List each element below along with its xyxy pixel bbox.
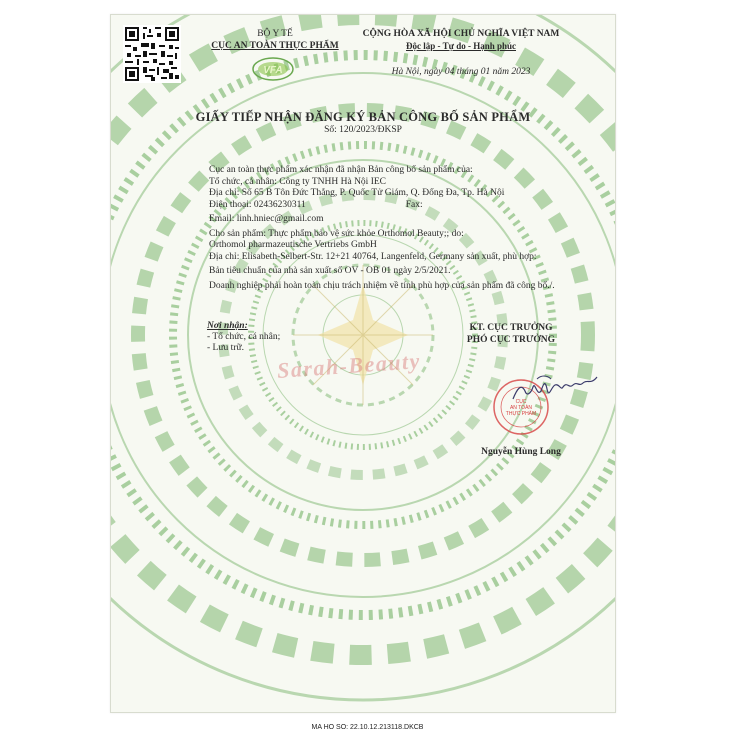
phone-fax-line — [209, 200, 609, 212]
standard-line: Bản tiêu chuẩn của nhà sản xuất số OV - OB 01 ngày 2/5/2021. — [209, 266, 451, 276]
address-line: Địa chỉ: Số 65 B Tôn Đức Thắng, P. Quốc Tử Giám, Q. Đống Đa, Tp. Hà Nội — [209, 188, 505, 198]
agency-name: CỤC AN TOÀN THỰC PHẨM — [211, 41, 339, 51]
file-code: MA HO SO: 22.10.12.213118.DKCB — [311, 724, 424, 731]
signer-name: Nguyễn Hùng Long — [481, 447, 561, 457]
svg-text:AN TOÀN: AN TOÀN — [509, 405, 533, 411]
svg-text:CỤC: CỤC — [515, 399, 527, 405]
organization-line: Tổ chức, cá nhân: Công ty TNHH Hà Nội IEC — [209, 176, 386, 187]
recipient-item: - Tổ chức, cá nhân; — [207, 332, 281, 342]
signature-title-line2: PHÓ CỤC TRƯỞNG — [466, 335, 556, 345]
phone-text: Điện thoại: 02436230311 — [209, 199, 306, 210]
issue-date: Hà Nội, ngày 04 tháng 01 năm 2023 — [391, 67, 531, 77]
qr-code — [123, 25, 181, 83]
vfa-logo-text: VFA — [263, 65, 283, 76]
document-body — [209, 165, 609, 292]
recipient-item: - Lưu trữ. — [207, 343, 244, 353]
responsibility-line: Doanh nghiệp phải hoàn toàn chịu trách nhiệm về tính phù hợp của sản phẩm đã công bố./. — [209, 280, 555, 291]
signature-title-line1: KT. CỤC TRƯỞNG — [469, 323, 553, 333]
email-line: Email: linh.hniec@gmail.com — [209, 214, 324, 224]
recipients-heading: Nơi nhận: — [207, 321, 248, 331]
certificate-page — [110, 14, 616, 713]
republic-name: CỘNG HÒA XÃ HỘI CHỦ NGHĨA VIỆT NAM — [362, 29, 560, 39]
national-header — [329, 28, 593, 52]
ministry-name: BỘ Y TẾ — [257, 29, 293, 39]
svg-text:THỰC PHẨM: THỰC PHẨM — [505, 411, 537, 417]
vfa-logo — [251, 56, 295, 82]
intro-text: Cục an toàn thực phẩm xác nhận đã nhận Bản công bố sản phẩm của: — [209, 165, 473, 175]
product-line: Cho sản phẩm: Thực phẩm bảo vệ sức khỏe Orthomol Beauty;; do: — [209, 228, 464, 239]
fax-text: Fax: — [405, 199, 423, 210]
document-title: GIẤY TIẾP NHẬN ĐĂNG KÝ BẢN CÔNG BỐ SẢN PHẨM — [195, 110, 531, 124]
recipients — [207, 321, 280, 354]
document-number: Số: 120/2023/ĐKSP — [324, 125, 402, 135]
handwritten-signature — [507, 369, 603, 409]
manufacturer-address-line: Địa chỉ: Elisabeth-Selbert-Str. 12+21 40764, Langenfeld, Germany sản xuất, phù hợp: — [209, 251, 537, 262]
watermark-text: Sarah-Beauty — [276, 348, 422, 383]
signature-title — [441, 322, 581, 346]
national-motto: Độc lập - Tự do - Hạnh phúc — [405, 41, 516, 51]
manufacturer-line: Orthomol pharmazeutische Vertriebs GmbH — [209, 240, 377, 250]
